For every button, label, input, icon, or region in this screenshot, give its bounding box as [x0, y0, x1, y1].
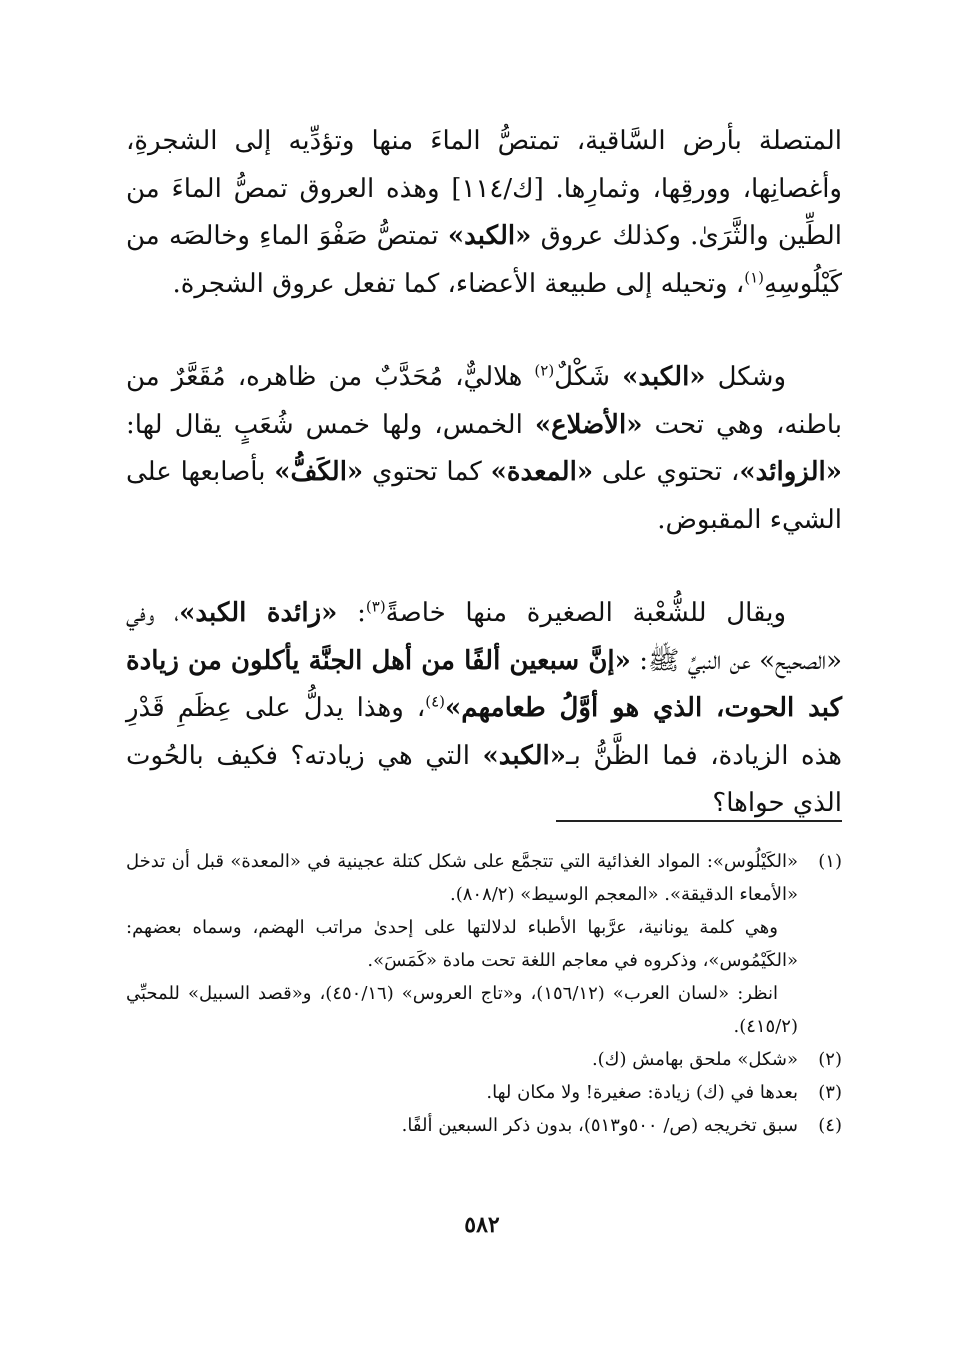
bold-term: «الكَفُّ» [274, 457, 364, 487]
bold-term: «إنَّ سبعين ألفًا من أهل الجنَّة يأكلون من زيادة كبد الحوت، الذي هو أوَّلُ طعامهم» [126, 645, 843, 723]
text-run: المتصلة بأرض السَّاقية، تمتصُّ الماءَ منها وتؤدِّيه إلى الشجرةِ، وأغصانِها، وورقِها، وثمارِها. [ك/١١٤] وهذه العروق تمصُّ الماءَ من الطِّين والثَّرَىٰ. وكذلك عروق [126, 126, 842, 251]
footnote [126, 845, 842, 1043]
bold-term: «المعدة» [490, 457, 594, 487]
paragraph [126, 590, 842, 828]
footnote-line: وهي كلمة يونانية، عرَّبها الأطباء لدلالتها على إحدىٰ مراتب الهضم، وسماه بعضهم: «الكَيْمُوس»، وذكروه في معاجم اللغة تحت مادة «كَمَسَ». [126, 917, 798, 971]
footnote-text [126, 845, 798, 1043]
footnote-text [126, 1109, 798, 1142]
text-run: هلاليٌّ، مُحَدَّبٌ من ظاهره، مُقَعَّرٌ من باطنه، وهي تحت [126, 362, 842, 440]
paragraph [126, 354, 842, 544]
text-run: وشكل [705, 362, 786, 392]
page-number: ٥٨٢ [464, 1212, 500, 1238]
text-run: ، وهذا يدلُّ على عِظَمِ قَدْرِ هذه الزيادة، فما الظَّنُّ بـ [126, 693, 843, 771]
main-text [126, 118, 842, 828]
bold-term: «الكبد» [482, 740, 566, 771]
text-run: كما تحتوي [363, 457, 491, 487]
footnote-text [126, 1043, 798, 1076]
footnote-line: «شكل» ملحق بهامش (ك). [591, 1049, 798, 1070]
footnote [126, 1043, 842, 1076]
paragraph [126, 118, 842, 308]
footnote-ref: (٢) [534, 361, 555, 380]
footnote-line: «الكَيْلُوس»: المواد الغذائية التي تتجمَّع على شكل كتلة عجينية في «المعدة» قبل أن تدخل «الأمعاء الدقيقة». «المعجم الوسيط» (٨٠٨/٢). [126, 851, 799, 905]
text-run: بأصابعها على الشيء المقبوض. [126, 457, 842, 535]
text-run: : [337, 598, 366, 628]
footnote-number: (٢) [818, 1049, 842, 1070]
footnote-ref: (٣) [365, 597, 386, 616]
text-run: ، تحتوي على [593, 457, 740, 487]
bold-term: «الأضلاع» [534, 409, 643, 440]
footnote-number: (٤) [818, 1115, 842, 1136]
footnote-number: (١) [818, 851, 842, 872]
footnote [126, 1109, 842, 1142]
page-content [126, 118, 843, 1136]
footnote-ref: (٤) [425, 692, 446, 711]
footnote-separator [556, 820, 842, 822]
footnote [126, 1076, 842, 1109]
bold-term: «الكبد» [447, 221, 532, 251]
footnote-number: (٣) [818, 1082, 842, 1103]
text-run: تمتصُّ صَفْوَ الماءِ وخالصَه من كَيْلُوسِهِ [126, 221, 842, 299]
footnote-ref: (١) [744, 267, 764, 286]
text-run: الخمس، ولها خمس شُعَبٍ يقال لها: [126, 409, 535, 440]
footnote-line: سبق تخريجه (ص/ ٥٠٠و٥١٣)، بدون ذكر السبعين ألفًا. [401, 1115, 798, 1136]
text-run: ويقال للشُّعْبة الصغيرة منها خاصةً [385, 598, 787, 628]
text-run: ، وتحيله إلى طبيعة الأعضاء، كما تفعل عروق الشجرة. [172, 268, 745, 299]
bold-term: «الكبد» [622, 362, 706, 392]
bold-term: «زائدة الكبد» [179, 598, 338, 628]
text-run: التي هي زيادته؟ فكيف بالحُوت الذي حواها؟ [126, 740, 842, 818]
text-run: ، وفي «الصحيح» عن النبيِّ ﷺ: [126, 598, 842, 676]
footnote-line: انظر: «لسان العرب» (١٥٦/١٢)، و«تاج العروس» (٤٥٠/١٦)، و«قصد السبيل» للمحبِّي (٤١٥/٢). [126, 983, 798, 1037]
footnote-line: بعدها في (ك) زيادة: صغيرة! ولا مكان لها. [486, 1082, 798, 1103]
text-run: شَكْلٌ [554, 362, 623, 392]
bold-term: «الزوائد» [739, 457, 842, 487]
footnotes [126, 845, 842, 1142]
footnote-text [126, 1076, 798, 1109]
